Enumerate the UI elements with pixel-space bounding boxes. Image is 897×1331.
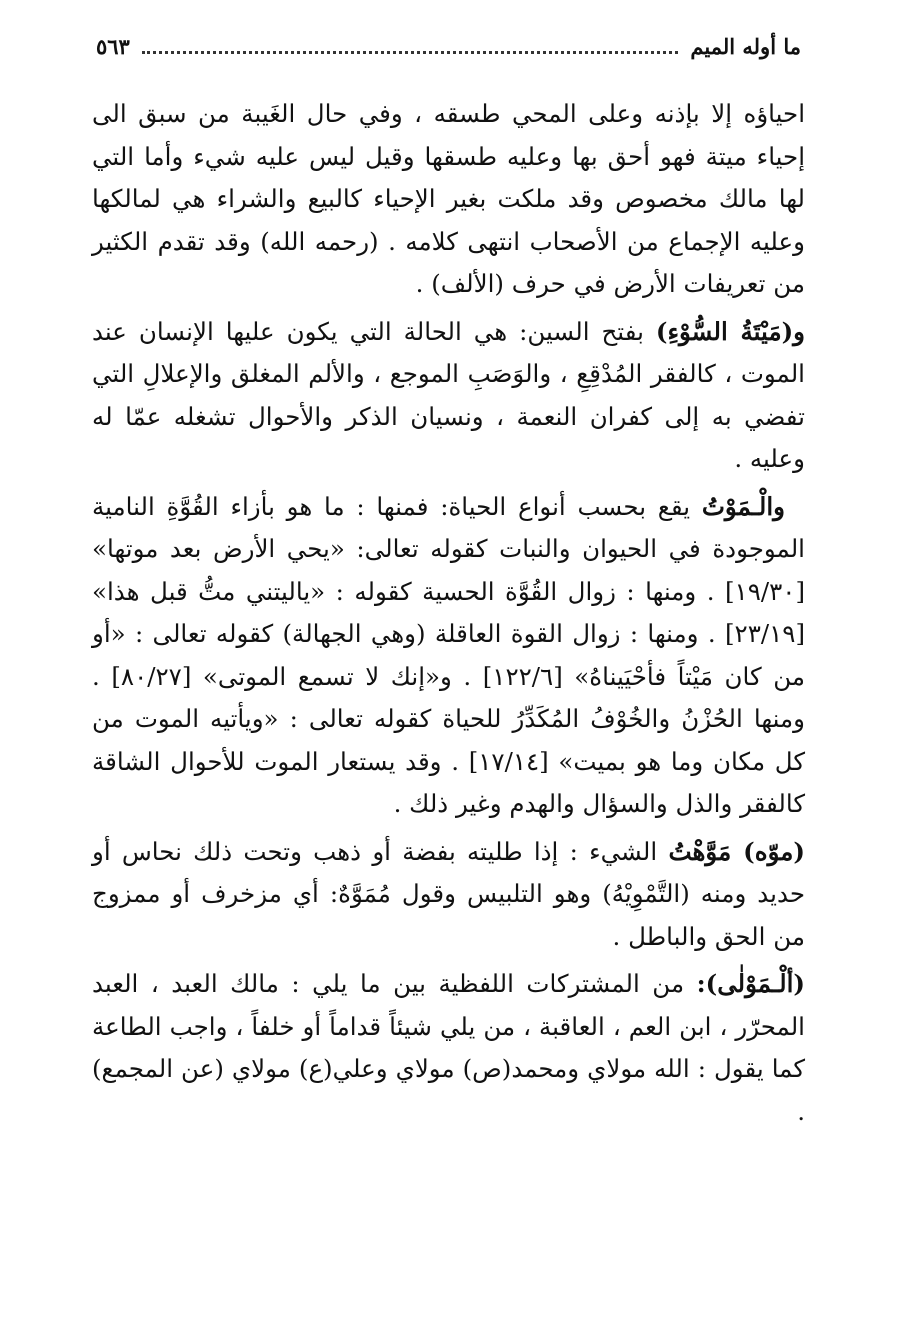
paragraph-term: (موّه) مَوَّهْتُ (668, 836, 805, 866)
paragraph-text: الشيء : إذا طليته بفضة أو ذهب وتحت ذلك نحاس أو حديد ومنه (التَّمْوِيْهُ) وهو التلبيس وقول مُمَوَّهٌ: أي مزخرف أو ممزوج من الحق والباطل . (92, 836, 805, 951)
paragraph-maytat-alsu (92, 311, 805, 481)
paragraph-continuation (92, 93, 805, 306)
page-number: ٥٦٣ (96, 34, 130, 59)
body-text (92, 93, 805, 1138)
paragraph-text: يقع بحسب أنواع الحياة: فمنها : ما هو بأزاء القُوَّةِ النامية الموجودة في الحيوان والنبات كقوله تعالى: «يحي الأرض بعد موتها» [١٩/٣٠] . ومنها : زوال القُوَّة الحسية كقوله : «ياليتني متُّ قبل هذا» [٢٣/١٩] . ومنها : زوال القوة العاقلة (وهي الجهالة) كقوله تعالى : «أو من كان مَيْتاً فأحْيَيناهُ» [١٢٢/٦] . و«إنك لا تسمع الموتى» [٨٠/٢٧] . ومنها الحُزْنُ والخُوْفُ المُكَدِّرُ للحياة كقوله تعالى : «ويأتيه الموت من كل مكان وما هو بميت» [١٧/١٤] . وقد يستعار الموت للأحوال الشاقة كالفقر والذل والسؤال والهدم وغير ذلك . (92, 491, 806, 818)
paragraph-almawla (92, 963, 805, 1133)
dotted-leader (142, 39, 679, 54)
paragraph-term: و(مَيْتَةُ السُّوْءِ) (655, 316, 805, 346)
paragraph-text: احياؤه إلا بإذنه وعلى المحي طسقه ، وفي حال الغَيبة من سبق الى إحياء ميتة فهو أحق بها وعليه طسقها وقيل ليس عليه شيء وأما التي لها مالك مخصوص وقد ملكت بغير الإحياء كالبيع والشراء هي لمالكها وعليه الإجماع من الأصحاب انتهى كلامه . (رحمه الله) وقد تقدم الكثير من تعريفات الأرض في حرف (الألف) . (92, 99, 805, 298)
paragraph-term: (ألْـمَوْلٰى): (696, 969, 805, 998)
paragraph-term: والْـمَوْتُ (701, 491, 786, 521)
paragraph-mawwah (92, 831, 805, 959)
page-header (96, 34, 801, 64)
paragraph-text: من المشتركات اللفظية بين ما يلي : مالك العبد ، العبد المحرّر ، ابن العم ، العاقبة ، من يلي شيئاً قداماً أو خلفاً ، واجب الطاعة كما يقول : الله مولاي ومحمد(ص) مولاي وعلي(ع) مولاي (عن المجمع) . (92, 969, 805, 1126)
paragraph-almawt (92, 486, 805, 826)
paragraph-text: بفتح السين: هي الحالة التي يكون عليها الإنسان عند الموت ، كالفقر المُدْقِعِ ، والوَصَبِ الموجع ، والألم المغلق والإعلالِ التي تفضي به إلى كفران النعمة ، ونسيان الذكر والأحوال تشغله عمّا له وعليه . (92, 316, 805, 473)
running-title: ما أوله الميم (690, 34, 801, 59)
